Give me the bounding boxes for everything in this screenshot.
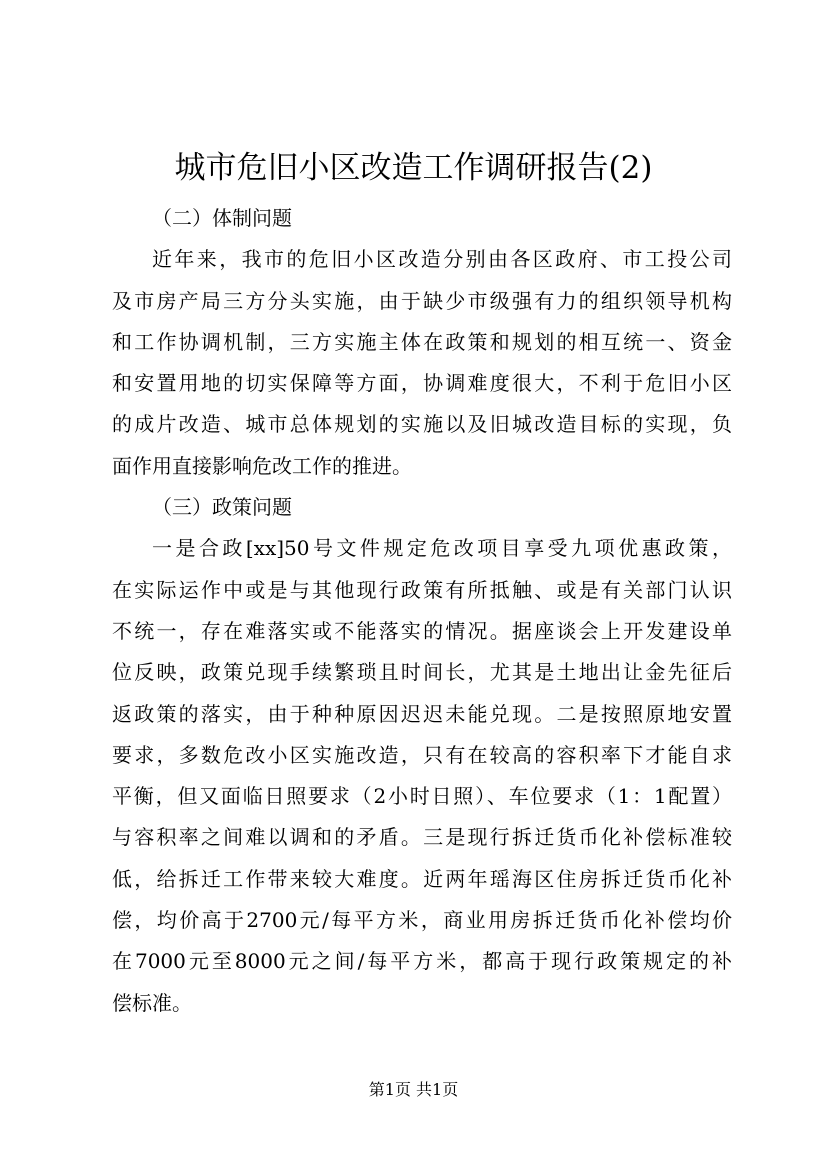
paragraph-line: 返政策的落实，由于种种原因迟迟未能兑现。二是按照原地安置 — [112, 701, 732, 726]
paragraph-line: 偿，均价高于2700元/每平方米，商业用房拆迁货币化补偿均价 — [112, 908, 732, 933]
document-body — [112, 198, 732, 1024]
paragraph-line: 位反映，政策兑现手续繁琐且时间长，尤其是土地出让金先征后 — [112, 660, 732, 685]
paragraph-line: 与容积率之间难以调和的矛盾。三是现行拆迁货币化补偿标准较 — [112, 825, 732, 850]
paragraph-line: 一是合政[xx]50号文件规定危改项目享受九项优惠政策， — [152, 536, 732, 561]
document-title: 城市危旧小区改造工作调研报告(2) — [174, 150, 653, 186]
section-heading-system: （二）体制问题 — [152, 206, 292, 230]
paragraph-line: 在实际运作中或是与其他现行政策有所抵触、或是有关部门认识 — [112, 577, 732, 602]
paragraph-line: 不统一，存在难落实或不能落实的情况。据座谈会上开发建设单 — [112, 618, 732, 643]
paragraph-line: 在7000元至8000元之间/每平方米，都高于现行政策规定的补 — [112, 949, 732, 974]
paragraph-line: 面作用直接影响危改工作的推进。 — [112, 453, 412, 478]
paragraph-line: 平衡，但又面临日照要求（2小时日照）、车位要求（1：1配置） — [112, 784, 732, 809]
paragraph-line: 和安置用地的切实保障等方面，协调难度很大，不利于危旧小区 — [112, 371, 732, 396]
paragraph-line: 和工作协调机制，三方实施主体在政策和规划的相互统一、资金 — [112, 329, 732, 354]
section-heading-policy: （三）政策问题 — [152, 495, 292, 520]
paragraph-line: 偿标准。 — [112, 990, 192, 1015]
page-footer: 第1页 共1页 — [368, 1080, 459, 1099]
paragraph-line: 近年来，我市的危旧小区改造分别由各区政府、市工投公司 — [152, 247, 732, 272]
paragraph-line: 及市房产局三方分头实施，由于缺少市级强有力的组织领导机构 — [112, 288, 732, 313]
paragraph-line: 要求，多数危改小区实施改造，只有在较高的容积率下才能自求 — [112, 742, 732, 767]
paragraph-line: 的成片改造、城市总体规划的实施以及旧城改造目标的实现，负 — [112, 412, 732, 437]
paragraph-line: 低，给拆迁工作带来较大难度。近两年瑶海区住房拆迁货币化补 — [112, 866, 732, 891]
